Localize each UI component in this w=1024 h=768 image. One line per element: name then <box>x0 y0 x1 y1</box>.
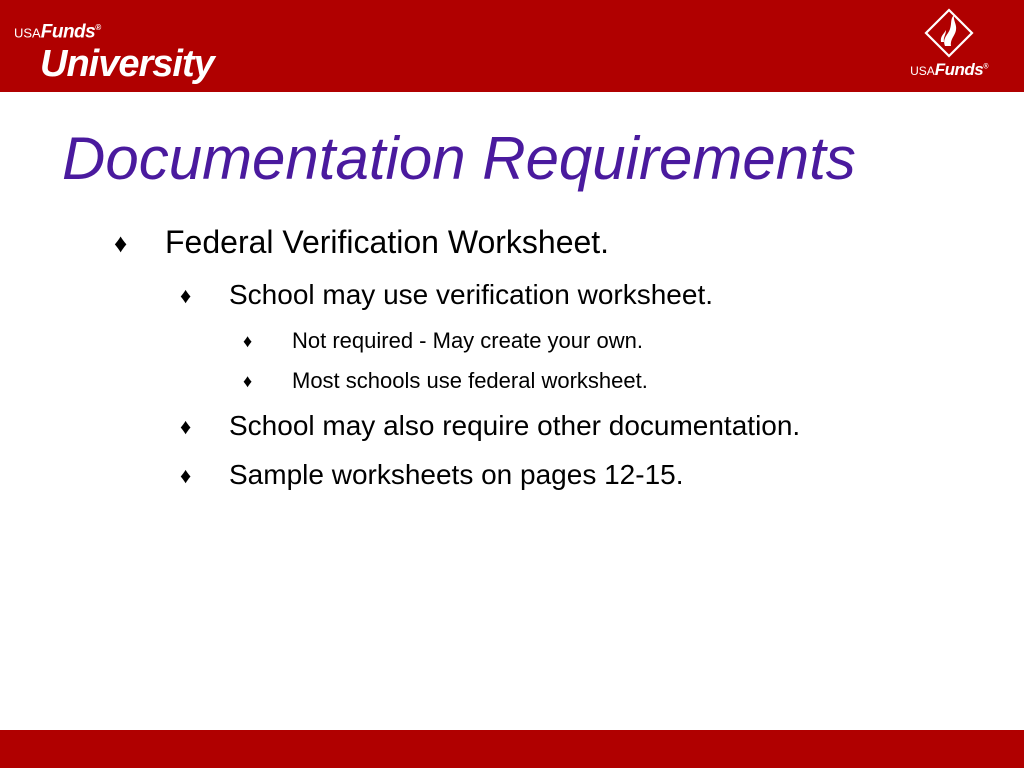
bullet-item <box>243 328 643 354</box>
footer-bar <box>0 730 1024 768</box>
bullet-item <box>243 368 648 394</box>
usafunds-university-logo: USAFunds® University <box>14 21 214 86</box>
bullet-text: Not required - May create your own. <box>292 328 643 353</box>
diamond-bullet-icon: ♦ <box>243 331 253 351</box>
diamond-bullet-icon: ♦ <box>180 463 192 488</box>
bullet-item <box>180 410 800 442</box>
slide-title: Documentation Requirements <box>62 125 856 192</box>
bullet-text: Sample worksheets on pages 12-15. <box>229 459 684 490</box>
torch-diamond-icon <box>908 8 990 60</box>
header-bar <box>0 0 1024 92</box>
bullet-item <box>114 224 609 261</box>
bullet-text: Federal Verification Worksheet. <box>165 224 610 260</box>
bullet-item <box>180 279 713 311</box>
bullet-text: School may also require other documentation. <box>229 410 801 441</box>
bullet-text: Most schools use federal worksheet. <box>292 368 648 393</box>
bullet-item <box>180 459 684 491</box>
diamond-bullet-icon: ♦ <box>243 371 253 391</box>
diamond-bullet-icon: ♦ <box>180 414 192 439</box>
usafunds-logo: USAFunds® <box>894 8 1004 84</box>
diamond-bullet-icon: ♦ <box>114 228 128 258</box>
bullet-text: School may use verification worksheet. <box>229 279 713 310</box>
diamond-bullet-icon: ♦ <box>180 283 192 308</box>
